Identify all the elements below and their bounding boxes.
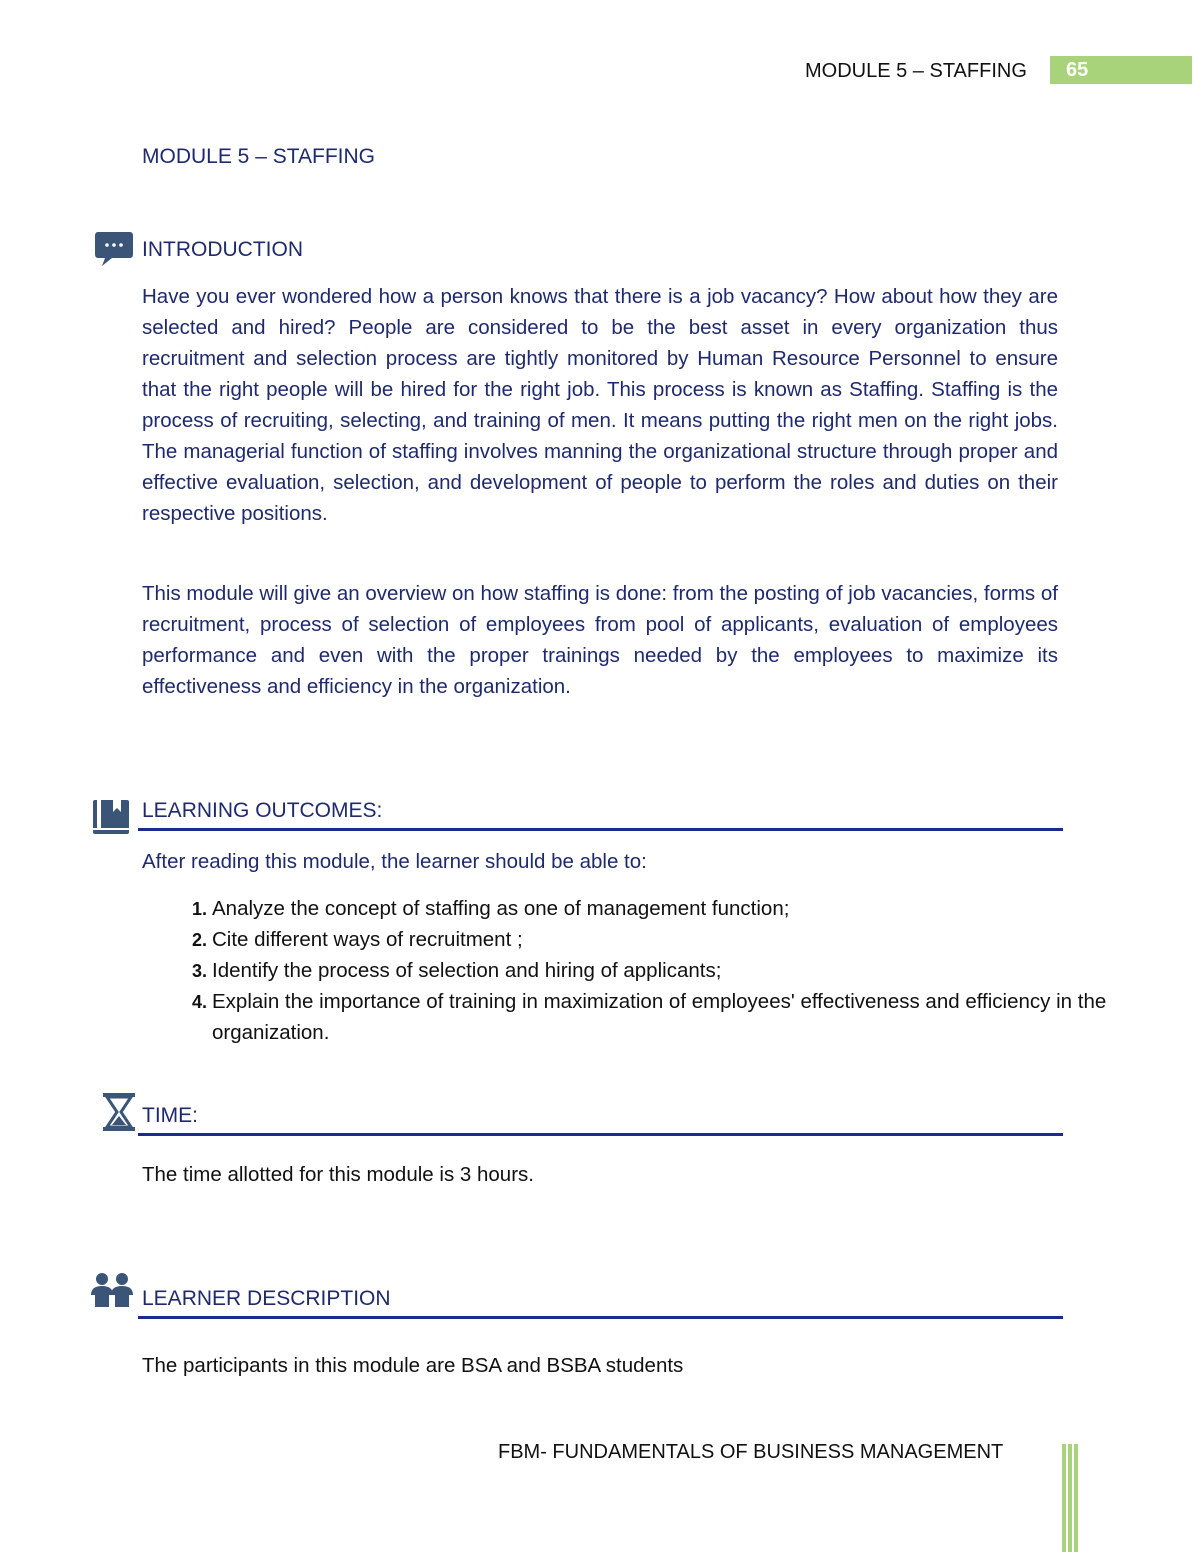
module-title: MODULE 5 – STAFFING (142, 145, 375, 168)
page-number-badge: 65 (1050, 56, 1192, 84)
section-divider (138, 828, 1063, 831)
footer-decor-bar (1068, 1444, 1072, 1552)
learner-description-text: The participants in this module are BSA and BSBA students (142, 1354, 684, 1377)
footer-decor-bar (1074, 1444, 1078, 1552)
time-heading: TIME: (142, 1104, 198, 1127)
list-item: 2. Cite different ways of recruitment ; (212, 924, 1112, 955)
running-footer-title: FBM- FUNDAMENTALS OF BUSINESS MANAGEMENT (498, 1441, 1004, 1463)
people-icon (89, 1271, 137, 1316)
learner-description-heading: LEARNER DESCRIPTION (142, 1287, 391, 1310)
list-item: 3. Identify the process of selection and hiring of applicants; (212, 955, 1112, 986)
hourglass-icon (102, 1092, 136, 1137)
time-text: The time allotted for this module is 3 hours. (142, 1163, 534, 1186)
running-header-title: MODULE 5 – STAFFING (805, 60, 1027, 82)
introduction-heading: INTRODUCTION (142, 238, 303, 261)
introduction-paragraph-1: Have you ever wondered how a person knows that there is a job vacancy? How about how they are selected and hired? People are considered to be the best asset in every organization thus recruitment and selection process are tightly monitored by Human Resource Personnel to ensure that the right people will be hired for the right job. This process is known as Staffing. Staffing is the process of recruiting, selecting, and training of men. It means putting the right men on the right jobs. The managerial function of staffing involves manning the organizational structure through proper and effective evaluation, selection, and development of people to perform the roles and duties on their respective positions. (142, 285, 1058, 525)
list-item: 1. Analyze the concept of staffing as one of management function; (212, 893, 1112, 924)
footer-decor-bar (1062, 1444, 1066, 1552)
learning-outcomes-intro: After reading this module, the learner should be able to: (142, 850, 647, 873)
section-divider (138, 1316, 1063, 1319)
introduction-paragraph-2: This module will give an overview on how staffing is done: from the posting of job vacancies, forms of recruitment, process of selection of employees from pool of applicants, evaluation of employees performance and even with the proper trainings needed by the employees to maximize its effectiveness and efficiency in the organization. (142, 582, 1058, 698)
learning-outcomes-list (142, 893, 1112, 1048)
list-item: 4. Explain the importance of training in maximization of employees' effectiveness and efficiency in the organization. (212, 986, 1112, 1048)
learning-outcomes-heading: LEARNING OUTCOMES: (142, 799, 383, 822)
book-icon (91, 796, 131, 841)
section-divider (138, 1133, 1063, 1136)
speech-bubble-icon (94, 228, 134, 273)
